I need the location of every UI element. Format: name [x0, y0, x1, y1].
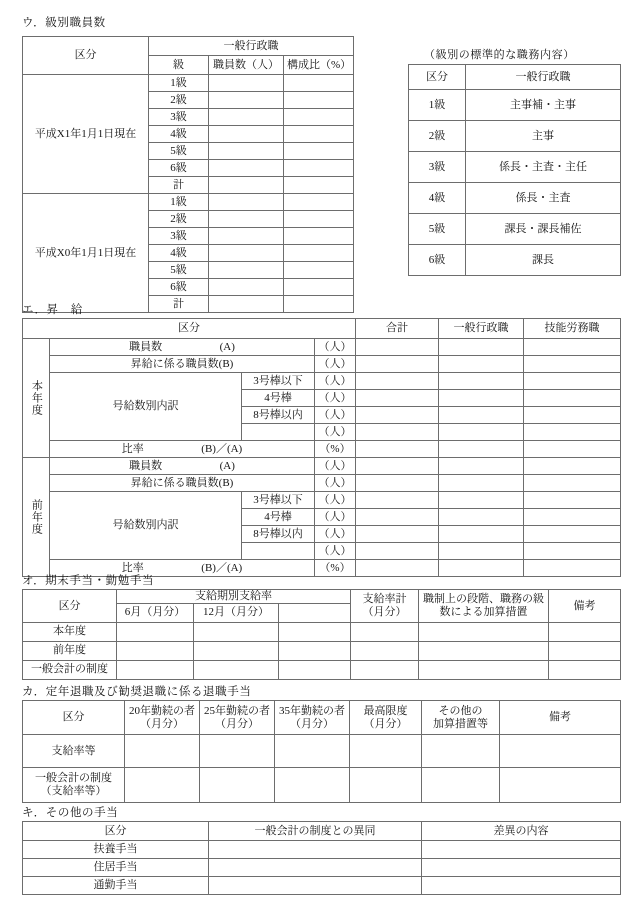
row-label-jukyo-teate: 住居手当 [23, 859, 209, 877]
table-header-row [23, 590, 621, 604]
cell-shokuinsu[interactable] [209, 143, 284, 160]
cell-25nen[interactable] [200, 768, 275, 803]
cell-ippan[interactable] [439, 356, 524, 373]
section-heading-kyubetsu: ウ．級別職員数 [22, 17, 106, 29]
grade-label: 5級 [149, 143, 209, 160]
cell-june[interactable] [117, 622, 194, 641]
cell-ippan[interactable] [439, 526, 524, 543]
header-extra-blank [279, 603, 351, 622]
row-label-line1: 一般会計の制度 [35, 772, 112, 785]
table-shokumu-naiyou [408, 64, 621, 276]
cell-ginou[interactable] [524, 390, 621, 407]
cell-goukei[interactable] [356, 475, 439, 492]
row-label-text: 職員数 [129, 340, 163, 353]
row-label-tsukin-teate: 通勤手当 [23, 877, 209, 895]
cell-goukei[interactable] [356, 458, 439, 475]
grade-label: 2級 [409, 121, 466, 152]
cell-extra[interactable] [279, 660, 351, 679]
header-december: 12月（月分） [194, 603, 279, 622]
cell-shikyuritsu-kei[interactable] [351, 622, 419, 641]
grade-label: 4級 [149, 245, 209, 262]
cell-goukei[interactable] [356, 543, 439, 560]
header-line1: 35年勤続の者 [279, 704, 345, 717]
cell-shokuinsu[interactable] [209, 211, 284, 228]
cell-koseihi[interactable] [284, 228, 354, 245]
grade-label: 6級 [149, 160, 209, 177]
rowgroup-label-heisei-x0: 平成X0年1月1日現在 [23, 194, 149, 313]
cell-ginou[interactable] [524, 475, 621, 492]
header-biko: 備考 [549, 590, 621, 623]
duty-description: 課長・課長補佐 [466, 214, 621, 245]
cell-ginou[interactable] [524, 509, 621, 526]
cell-ginou[interactable] [524, 526, 621, 543]
header-idou: 一般会計の制度との異同 [209, 822, 422, 841]
unit-label: （%） [315, 560, 356, 577]
table-header-row [23, 319, 621, 339]
table-row [23, 660, 621, 679]
header-ippan-gyousei: 一般行政職 [466, 65, 621, 90]
cell-kasan-sochi[interactable] [419, 660, 549, 679]
cell-shokuinsu[interactable] [209, 126, 284, 143]
header-line2: （月分） [362, 605, 407, 618]
cell-ippan[interactable] [439, 543, 524, 560]
grade-label: 6級 [409, 245, 466, 276]
table-row [23, 877, 621, 895]
header-shikyuki-betsu: 支給期別支給率 [117, 590, 351, 604]
table-row [23, 441, 621, 458]
table-row [23, 373, 621, 390]
sub-label-8gou: 8号棒以内 [242, 526, 315, 543]
row-label-text: 比率 [121, 442, 144, 455]
row-label-fuyou-teate: 扶養手当 [23, 841, 209, 859]
cell-shokuinsu[interactable] [209, 109, 284, 126]
cell-goukei[interactable] [356, 526, 439, 543]
header-shokuinsu: 職員数（人） [209, 56, 284, 75]
cell-shokuinsu[interactable] [209, 262, 284, 279]
table-taishoku-teate [22, 700, 621, 803]
cell-ginou[interactable] [524, 373, 621, 390]
header-line2: （月分） [140, 717, 184, 730]
cell-20nen[interactable] [125, 735, 200, 768]
row-label-code: (A) [219, 340, 235, 353]
cell-ippan[interactable] [439, 458, 524, 475]
table-row [23, 622, 621, 641]
unit-label: （人） [315, 492, 356, 509]
header-goukei: 合計 [356, 319, 439, 339]
unit-label: （人） [315, 407, 356, 424]
table-header-row [23, 37, 354, 56]
row-label-shokuinsu [50, 458, 315, 475]
cell-december[interactable] [194, 641, 279, 660]
cell-biko[interactable] [549, 660, 621, 679]
duty-description: 主事補・主事 [466, 90, 621, 121]
sub-label-4gou: 4号棒 [242, 390, 315, 407]
row-label-goukyu-uchiwake: 号給数別内訳 [50, 492, 242, 560]
table-row [409, 214, 621, 245]
rowgroup-label-zennendo: 前年度 [23, 458, 50, 577]
grade-label: 2級 [149, 211, 209, 228]
header-kubun: 区分 [409, 65, 466, 90]
header-25nen [200, 701, 275, 735]
cell-koseihi[interactable] [284, 262, 354, 279]
header-kasan-sochi [419, 590, 549, 623]
row-label-honnendo: 本年度 [23, 622, 117, 641]
cell-goukei[interactable] [356, 373, 439, 390]
sub-label-4gou: 4号棒 [242, 509, 315, 526]
cell-goukei[interactable] [356, 390, 439, 407]
cell-ippan[interactable] [439, 407, 524, 424]
cell-goukei[interactable] [356, 339, 439, 356]
cell-ginou[interactable] [524, 492, 621, 509]
grade-label: 1級 [149, 194, 209, 211]
grade-label: 4級 [409, 183, 466, 214]
cell-shokuinsu[interactable] [209, 296, 284, 313]
section-heading-taishoku: カ．定年退職及び勧奨退職に係る退職手当 [22, 686, 252, 698]
cell-koseihi[interactable] [284, 177, 354, 194]
cell-kasan-sochi[interactable] [419, 641, 549, 660]
rowgroup-label-honnendo: 本年度 [23, 339, 50, 458]
cell-ginou[interactable] [524, 560, 621, 577]
header-line1: 最高限度 [363, 704, 408, 717]
cell-25nen[interactable] [200, 735, 275, 768]
duty-description: 主事 [466, 121, 621, 152]
header-shikyuritsu-kei [351, 590, 419, 623]
table-row [23, 492, 621, 509]
header-line1: その他の [438, 704, 483, 717]
row-label-ippan-kaikei: 一般会計の制度 [23, 660, 117, 679]
grade-label: 3級 [149, 109, 209, 126]
cell-sai-naiyou[interactable] [422, 841, 621, 859]
table-header-row [409, 65, 621, 90]
cell-goukei[interactable] [356, 441, 439, 458]
sub-label-blank[interactable] [242, 424, 315, 441]
sub-label-blank[interactable] [242, 543, 315, 560]
section-heading-shokyu: エ．昇 給 [22, 304, 83, 316]
grade-label: 1級 [149, 75, 209, 92]
cell-ippan[interactable] [439, 475, 524, 492]
cell-extra[interactable] [279, 641, 351, 660]
header-biko: 備考 [500, 701, 621, 735]
header-line2: （月分） [215, 717, 259, 730]
header-kyu: 級 [149, 56, 209, 75]
cell-ginou[interactable] [524, 441, 621, 458]
grade-label: 3級 [409, 152, 466, 183]
header-line2: （月分） [363, 717, 408, 730]
cell-shokuinsu[interactable] [209, 194, 284, 211]
cell-ippan[interactable] [439, 373, 524, 390]
cell-goukei[interactable] [356, 424, 439, 441]
header-kubun: 区分 [23, 701, 125, 735]
cell-koseihi[interactable] [284, 75, 354, 92]
table-shokyu [22, 318, 621, 577]
header-sonota-kasan [422, 701, 500, 735]
cell-goukei[interactable] [356, 356, 439, 373]
sub-label-3gou: 3号棒以下 [242, 492, 315, 509]
cell-goukei[interactable] [356, 509, 439, 526]
cell-koseihi[interactable] [284, 296, 354, 313]
header-saikou-gendo [350, 701, 422, 735]
header-group-ippan: 一般行政職 [149, 37, 354, 56]
unit-label: （人） [315, 356, 356, 373]
cell-idou[interactable] [209, 841, 422, 859]
table-row [23, 859, 621, 877]
header-ippan-gyousei: 一般行政職 [439, 319, 524, 339]
cell-goukei[interactable] [356, 560, 439, 577]
table-row [23, 475, 621, 492]
cell-sai-naiyou[interactable] [422, 859, 621, 877]
cell-koseihi[interactable] [284, 92, 354, 109]
cell-kasan-sochi[interactable] [419, 622, 549, 641]
table-row [409, 152, 621, 183]
header-line2: 数による加算措置 [439, 605, 528, 618]
duty-description: 係長・主査・主任 [466, 152, 621, 183]
header-kubun: 区分 [23, 822, 209, 841]
cell-ippan[interactable] [439, 509, 524, 526]
cell-goukei[interactable] [356, 492, 439, 509]
header-kubun: 区分 [23, 590, 117, 623]
table-row [23, 641, 621, 660]
cell-biko[interactable] [500, 735, 621, 768]
grade-label-total: 計 [149, 296, 209, 313]
grade-label: 4級 [149, 126, 209, 143]
cell-biko[interactable] [500, 768, 621, 803]
cell-shokuinsu[interactable] [209, 245, 284, 262]
row-label-code: (A) [219, 459, 235, 472]
cell-june[interactable] [117, 641, 194, 660]
header-june: 6月（月分） [117, 603, 194, 622]
unit-label: （人） [315, 373, 356, 390]
table-header-row [23, 701, 621, 735]
grade-label: 5級 [409, 214, 466, 245]
section-heading-sonota: キ．その他の手当 [22, 807, 119, 819]
header-20nen [125, 701, 200, 735]
cell-koseihi[interactable] [284, 160, 354, 177]
header-sai-naiyou: 差異の内容 [422, 822, 621, 841]
cell-idou[interactable] [209, 859, 422, 877]
cell-koseihi[interactable] [284, 126, 354, 143]
unit-label: （人） [315, 424, 356, 441]
unit-label: （人） [315, 339, 356, 356]
cell-koseihi[interactable] [284, 194, 354, 211]
grade-label: 6級 [149, 279, 209, 296]
header-koseihi: 構成比（%） [284, 56, 354, 75]
cell-biko[interactable] [549, 641, 621, 660]
unit-label: （人） [315, 509, 356, 526]
cell-shokuinsu[interactable] [209, 75, 284, 92]
cell-ippan[interactable] [439, 560, 524, 577]
cell-extra[interactable] [279, 622, 351, 641]
grade-label: 2級 [149, 92, 209, 109]
row-label-text: 職員数 [129, 459, 163, 472]
header-line2: （月分） [290, 717, 334, 730]
cell-ippan[interactable] [439, 390, 524, 407]
grade-label: 5級 [149, 262, 209, 279]
row-label-line2: （支給率等） [40, 785, 107, 797]
cell-june[interactable] [117, 660, 194, 679]
row-label-text: 比率 [121, 561, 144, 574]
cell-koseihi[interactable] [284, 143, 354, 160]
cell-sonota-kasan[interactable] [422, 768, 500, 803]
header-line1: 20年勤続の者 [129, 704, 195, 717]
table-row [23, 356, 621, 373]
row-label-goukyu-uchiwake: 号給数別内訳 [50, 373, 242, 441]
row-label-shokyu-shokuinsu: 昇給に係る職員数(B) [50, 475, 315, 492]
cell-shikyuritsu-kei[interactable] [351, 641, 419, 660]
unit-label: （%） [315, 441, 356, 458]
table-row [409, 245, 621, 276]
table-row [409, 183, 621, 214]
cell-koseihi[interactable] [284, 211, 354, 228]
cell-ginou[interactable] [524, 458, 621, 475]
header-line1: 職制上の段階、職務の級 [423, 593, 544, 606]
cell-koseihi[interactable] [284, 245, 354, 262]
duty-description: 係長・主査 [466, 183, 621, 214]
duty-description: 課長 [466, 245, 621, 276]
cell-koseihi[interactable] [284, 279, 354, 296]
row-label-hiritsu [50, 441, 315, 458]
cell-ginou[interactable] [524, 356, 621, 373]
cell-shikyuritsu-kei[interactable] [351, 660, 419, 679]
header-ginou-roumu: 技能労務職 [524, 319, 621, 339]
sub-label-3gou: 3号棒以下 [242, 373, 315, 390]
cell-sonota-kasan[interactable] [422, 735, 500, 768]
header-line1: 支給率計 [362, 593, 407, 606]
row-label-shikyuritsu: 支給率等 [23, 735, 125, 768]
header-kubun: 区分 [23, 37, 149, 75]
cell-december[interactable] [194, 660, 279, 679]
table-row [409, 90, 621, 121]
grade-label: 3級 [149, 228, 209, 245]
header-kubun: 区分 [23, 319, 356, 339]
table-row [409, 121, 621, 152]
cell-20nen[interactable] [125, 768, 200, 803]
sub-label-8gou: 8号棒以内 [242, 407, 315, 424]
table-sonota-teate [22, 821, 621, 895]
row-label-code: (B)／(A) [201, 442, 243, 455]
table-row [23, 339, 621, 356]
rowgroup-label-heisei-x1: 平成X1年1月1日現在 [23, 75, 149, 194]
header-line1: 25年勤続の者 [204, 704, 270, 717]
header-35nen [275, 701, 350, 735]
cell-35nen[interactable] [275, 735, 350, 768]
row-label-shokyu-shokuinsu: 昇給に係る職員数(B) [50, 356, 315, 373]
table-header-row [23, 822, 621, 841]
cell-saikou-gendo[interactable] [350, 735, 422, 768]
cell-december[interactable] [194, 622, 279, 641]
cell-saikou-gendo[interactable] [350, 768, 422, 803]
cell-35nen[interactable] [275, 768, 350, 803]
cell-shokuinsu[interactable] [209, 279, 284, 296]
unit-label: （人） [315, 543, 356, 560]
table-row [23, 735, 621, 768]
table-kimatsu-kinben [22, 589, 621, 680]
table-row [23, 768, 621, 803]
caption-shokumu-naiyou: （級別の標準的な職務内容） [424, 49, 575, 61]
row-label-zennendo: 前年度 [23, 641, 117, 660]
cell-shokuinsu[interactable] [209, 160, 284, 177]
grade-label-total: 計 [149, 177, 209, 194]
cell-ippan[interactable] [439, 339, 524, 356]
section-heading-kimatsu: オ．期末手当・勤勉手当 [22, 575, 155, 587]
grade-label: 1級 [409, 90, 466, 121]
table-row [23, 841, 621, 859]
cell-ginou[interactable] [524, 339, 621, 356]
unit-label: （人） [315, 475, 356, 492]
cell-idou[interactable] [209, 877, 422, 895]
cell-goukei[interactable] [356, 407, 439, 424]
row-label-shokuinsu [50, 339, 315, 356]
cell-ippan[interactable] [439, 492, 524, 509]
cell-biko[interactable] [549, 622, 621, 641]
table-kyubetsu-shokuinsu [22, 36, 354, 313]
cell-ippan[interactable] [439, 424, 524, 441]
table-row [23, 194, 354, 211]
table-row [23, 75, 354, 92]
cell-sai-naiyou[interactable] [422, 877, 621, 895]
cell-ginou[interactable] [524, 407, 621, 424]
header-line2: 加算措置等 [433, 717, 488, 730]
row-label-code: (B)／(A) [201, 561, 243, 574]
unit-label: （人） [315, 390, 356, 407]
cell-koseihi[interactable] [284, 109, 354, 126]
cell-ginou[interactable] [524, 424, 621, 441]
cell-ippan[interactable] [439, 441, 524, 458]
cell-shokuinsu[interactable] [209, 92, 284, 109]
table-row [23, 458, 621, 475]
row-label-ippan-kaikei [23, 768, 125, 803]
cell-ginou[interactable] [524, 543, 621, 560]
unit-label: （人） [315, 458, 356, 475]
cell-shokuinsu[interactable] [209, 177, 284, 194]
cell-shokuinsu[interactable] [209, 228, 284, 245]
unit-label: （人） [315, 526, 356, 543]
